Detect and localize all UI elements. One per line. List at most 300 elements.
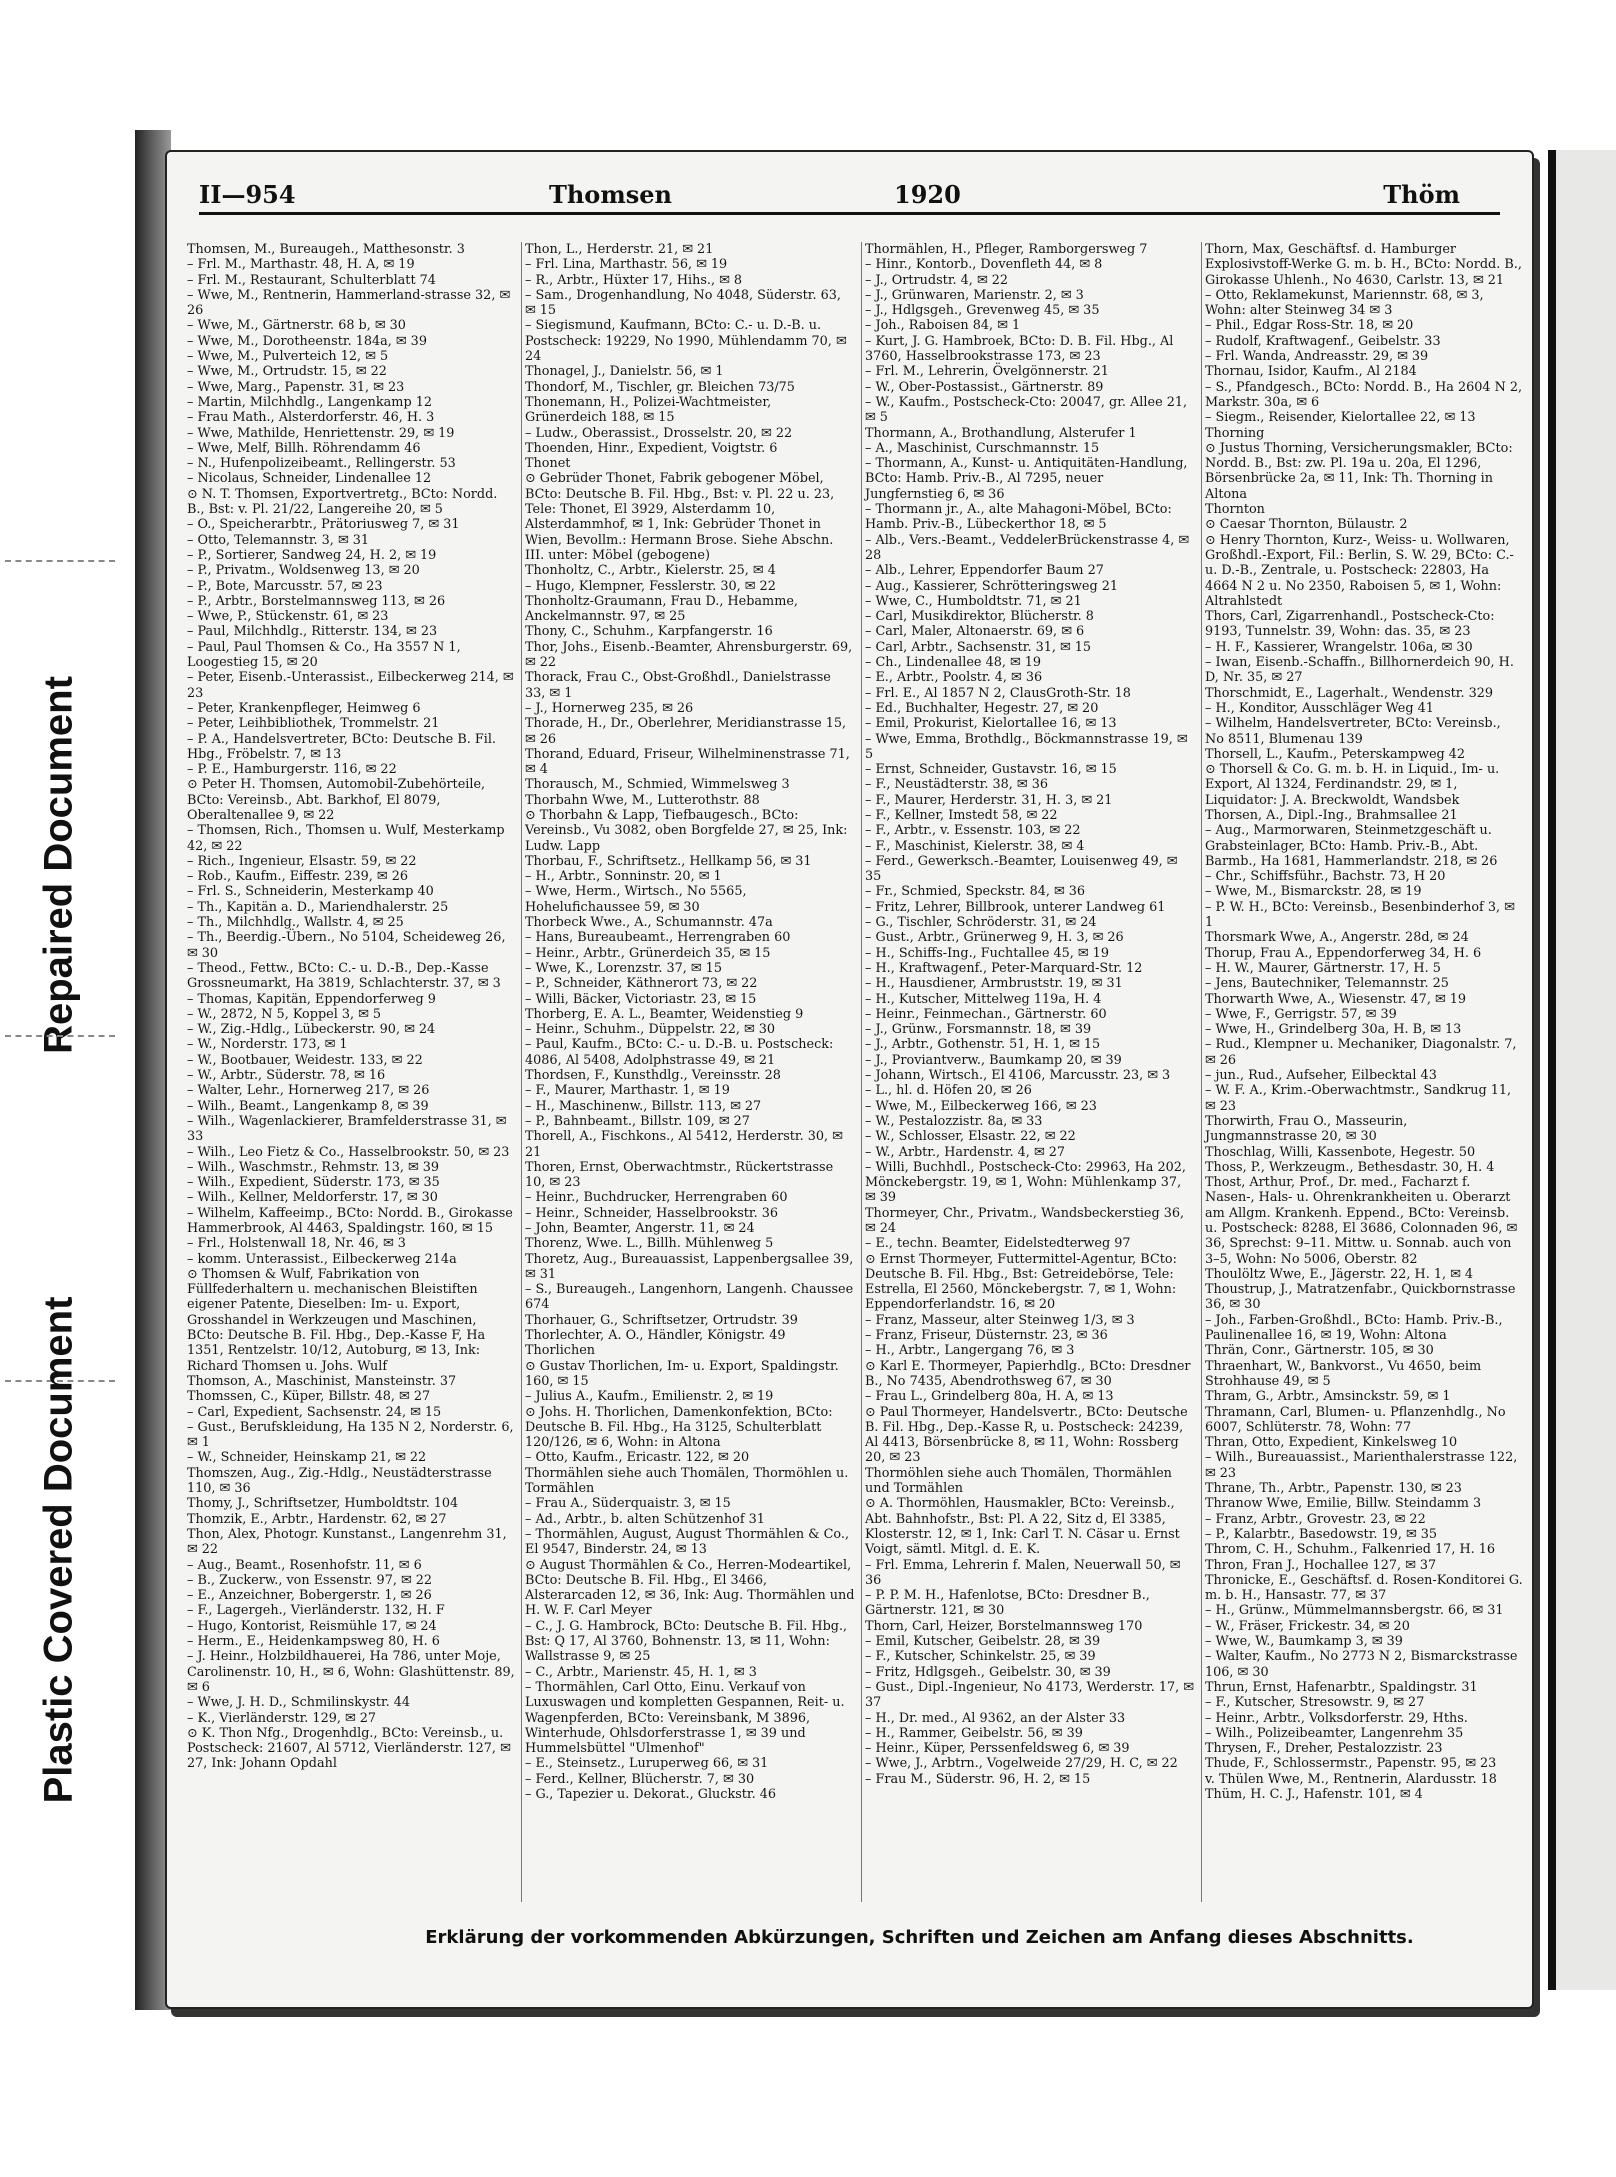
directory-entry: ⊙ Thorsell & Co. G. m. b. H. in Liquid., Im- u. Export, Al 1324, Ferdinandstr. 29, ✉ 1, Liquidator: J. A. Breckwoldt, Wandsbek xyxy=(1205,762,1504,808)
directory-entry: – Wwe, M., Rentnerin, Hammerland-strasse 32, ✉ 26 xyxy=(187,287,515,319)
directory-entry: – Hans, Bureaubeamt., Herrengraben 60 xyxy=(525,930,791,946)
directory-entry: Thranow Wwe, Emilie, Billw. Steindamm 3 xyxy=(1205,1496,1482,1512)
directory-entry: – Willi, Bäcker, Victoriastr. 23, ✉ 15 xyxy=(525,991,757,1007)
directory-entry: – H., Kraftwagenf., Peter-Marquard-Str. 12 xyxy=(865,960,1143,976)
directory-entry: – Wilhelm, Handelsvertreter, BCto: Vereinsb., No 8511, Blumenau 139 xyxy=(1205,716,1505,747)
directory-entry: – W., Pestalozzistr. 8a, ✉ 33 xyxy=(865,1113,1043,1129)
directory-entry: – P. E., Hamburgerstr. 116, ✉ 22 xyxy=(187,762,397,778)
directory-entry: ⊙ Justus Thorning, Versicherungsmakler, BCto: Nordd. B., Bst: zw. Pl. 19a u. 20a, El 1296, Börsenbrücke 2a, ✉ 11, Ink: Th. Thorning in Altona xyxy=(1205,440,1517,502)
directory-entry: – F., Maschinist, Kielerstr. 38, ✉ 4 xyxy=(865,838,1085,854)
directory-entry: – Rudolf, Kraftwagenf., Geibelstr. 33 xyxy=(1205,333,1441,349)
directory-entry: – Th., Kapitän a. D., Mariendhalerstr. 25 xyxy=(187,899,449,915)
directory-entry: Thorell, A., Fischkons., Al 5412, Herderstr. 30, ✉ 21 xyxy=(525,1129,847,1160)
directory-entry: – F., Kellner, Imstedt 58, ✉ 22 xyxy=(865,807,1058,823)
directory-entry: – Thomas, Kapitän, Eppendorferweg 9 xyxy=(187,991,436,1007)
directory-entry: – Heinr., Arbtr., Volksdorferstr. 29, Hths. xyxy=(1205,1710,1468,1726)
directory-entry: – Frau Math., Alsterdorferstr. 46, H. 3 xyxy=(187,410,435,426)
directory-entry: Thorade, H., Dr., Oberlehrer, Meridianstrasse 15, ✉ 26 xyxy=(525,716,851,747)
directory-entry: Thorausch, M., Schmied, Wimmelsweg 3 xyxy=(525,777,790,793)
directory-entry: Thoustrup, J., Matratzenfabr., Quickbornstrasse 36, ✉ 30 xyxy=(1205,1282,1520,1313)
directory-entry: ⊙ Caesar Thornton, Bülaustr. 2 xyxy=(1205,517,1408,533)
directory-entry: – Gust., Berufskleidung, Ha 135 N 2, Norderstr. 6, ✉ 1 xyxy=(187,1419,518,1451)
directory-entry: ⊙ Gustav Thorlichen, Im- u. Export, Spaldingstr. 160, ✉ 15 xyxy=(525,1358,843,1389)
directory-entry: – P., Schneider, Käthnerort 73, ✉ 22 xyxy=(525,976,758,992)
directory-entry: ⊙ Karl E. Thormeyer, Papierhdlg., BCto: Dresdner B., No 7435, Abendrothsweg 67, ✉ 30 xyxy=(865,1358,1195,1389)
column-divider xyxy=(521,242,522,1902)
directory-entry: Thoretz, Aug., Bureauassist, Lappenbergsallee 39, ✉ 31 xyxy=(525,1251,858,1282)
directory-entry: – Wwe, Emma, Brothdlg., Böckmannstrasse 19, ✉ 5 xyxy=(865,731,1192,762)
directory-entry: – Otto, Kaufm., Ericastr. 122, ✉ 20 xyxy=(525,1450,750,1466)
directory-entry: – Alb., Vers.-Beamt., VeddelerBrückenstrasse 4, ✉ 28 xyxy=(865,532,1194,563)
directory-entry: v. Thülen Wwe, M., Rentnerin, Alardusstr. 18 xyxy=(1205,1771,1497,1787)
directory-entry: – J., Ortrudstr. 4, ✉ 22 xyxy=(865,272,1009,288)
directory-entry: – Johann, Wirtsch., El 4106, Marcusstr. 23, ✉ 3 xyxy=(865,1068,1171,1084)
directory-entry: Thon, L., Herderstr. 21, ✉ 21 xyxy=(525,242,714,257)
directory-entry: Thorbeck Wwe., A., Schumannstr. 47a xyxy=(525,915,773,931)
directory-entry: Thramann, Carl, Blumen- u. Pflanzenhdlg., No 6007, Schlüterstr. 78, Wohn: 77 xyxy=(1205,1404,1510,1435)
directory-entry: – J., Hornerweg 235, ✉ 26 xyxy=(525,700,694,716)
directory-entry: – W., Ober-Postassist., Gärtnerstr. 89 xyxy=(865,379,1104,395)
directory-entry: – H., Kutscher, Mittelweg 119a, H. 4 xyxy=(865,991,1102,1007)
directory-entry: – H., Grünw., Mümmelmannsbergstr. 66, ✉ 31 xyxy=(1205,1603,1504,1619)
directory-entry: Thrän, Conr., Gärtnerstr. 105, ✉ 30 xyxy=(1205,1343,1434,1359)
directory-entry: – Chr., Schiffsführ., Bachstr. 73, H 20 xyxy=(1205,869,1446,885)
directory-entry: – Frl. S., Schneiderin, Mesterkamp 40 xyxy=(187,884,434,900)
directory-entry: – P. P. M. H., Hafenlotse, BCto: Dresdner B., Gärtnerstr. 121, ✉ 30 xyxy=(865,1588,1154,1619)
directory-entry: – Wwe, W., Baumkamp 3, ✉ 39 xyxy=(1205,1634,1403,1650)
directory-entry: – H., Schiffs-Ing., Fuchtallee 45, ✉ 19 xyxy=(865,945,1109,961)
directory-entry: ⊙ K. Thon Nfg., Drogenhdlg., BCto: Vereinsb., u. Postscheck: 21607, Al 5712, Vierländerstr. 127, ✉ 27, Ink: Johann Opdahl xyxy=(187,1725,515,1772)
directory-entry: – S., Bureaugeh., Langenhorn, Langenh. Chaussee 674 xyxy=(525,1282,858,1313)
directory-entry: – F., Kutscher, Schinkelstr. 25, ✉ 39 xyxy=(865,1649,1096,1665)
directory-entry: – Th., Milchhdlg., Wallstr. 4, ✉ 25 xyxy=(187,915,404,931)
directory-entry: – G., Tapezier u. Dekorat., Gluckstr. 46 xyxy=(525,1786,777,1802)
directory-entry: Thrysen, F., Dreher, Pestalozzistr. 23 xyxy=(1205,1741,1443,1757)
directory-entry: Thorsell, L., Kaufm., Peterskampweg 42 xyxy=(1205,746,1466,762)
directory-entry: – Theod., Fettw., BCto: C.- u. D.-B., Dep.-Kasse Grossneumarkt, Ha 3819, Schlachterstr. 37, ✉ 3 xyxy=(187,960,501,992)
directory-entry: – P. W. H., BCto: Vereinsb., Besenbinderhof 3, ✉ 1 xyxy=(1205,899,1519,931)
column-3 xyxy=(865,242,1199,1902)
directory-entry: – Jens, Bautechniker, Telemannstr. 25 xyxy=(1205,976,1449,992)
directory-entry: Thorack, Frau C., Obst-Großhdl., Danielstrasse 33, ✉ 1 xyxy=(525,670,835,701)
directory-entry: – Paul, Paul Thomsen & Co., Ha 3557 N 1, Loogestieg 15, ✉ 20 xyxy=(187,639,465,671)
directory-entry: ⊙ Thomsen & Wulf, Fabrikation von Füllfederhaltern u. mechanischen Bleistiften eigener Patente, Dieselben: Im- u. Export, Grosshandel in Werkzeugen und Maschinen, BCto: Deutsche B. Fil. Hbg., Dep.-Kasse F, Ha 1351, Rentzelstr. 10/12, Autoburg, ✉ 13, Ink: Richard Thomsen u. Johs. Wulf xyxy=(187,1266,490,1374)
directory-entry: – Iwan, Eisenb.-Schaffn., Billhornerdeich 90, H. D, Nr. 35, ✉ 27 xyxy=(1205,655,1518,686)
directory-entry: – Joh., Farben-Großhdl., BCto: Hamb. Priv.-B., Paulinenallee 16, ✉ 19, Wohn: Altona xyxy=(1205,1312,1507,1344)
directory-entry: – L., hl. d. Höfen 20, ✉ 26 xyxy=(865,1083,1032,1099)
directory-entry: Thornau, Isidor, Kaufm., Al 2184 xyxy=(1205,364,1417,380)
directory-entry: – E., Anzeichner, Bobergerstr. 1, ✉ 26 xyxy=(187,1588,432,1604)
directory-entry: – F., Maurer, Marthastr. 1, ✉ 19 xyxy=(525,1083,730,1099)
directory-entry: – P., Bote, Marcusstr. 57, ✉ 23 xyxy=(187,578,383,594)
directory-entry: – Wwe, Melf, Billh. Röhrendamm 46 xyxy=(187,440,421,456)
directory-entry: – Herm., E., Heidenkampsweg 80, H. 6 xyxy=(187,1634,440,1650)
directory-columns xyxy=(187,242,1527,1902)
directory-entry: – Thormählen, Carl Otto, Einu. Verkauf von Luxuswagen und kompletten Gespannen, Reit- u. Wagenpferden, BCto: Vereinsbank, M 3896, Winterhude, Ohlsdorferstrasse 1, ✉ 39 und Hummelsbüttel "Ulmenhof" xyxy=(525,1679,849,1757)
directory-entry: – F., Maurer, Herderstr. 31, H. 3, ✉ 21 xyxy=(865,792,1113,808)
directory-page xyxy=(165,150,1534,2009)
column-2 xyxy=(525,242,859,1902)
directory-entry: – Martin, Milchhdlg., Langenkamp 12 xyxy=(187,394,432,410)
directory-entry: – Joh., Raboisen 84, ✉ 1 xyxy=(865,318,1021,334)
directory-entry: – J., Hdlgsgeh., Grevenweg 45, ✉ 35 xyxy=(865,303,1100,319)
directory-entry: Thoulöltz Wwe, E., Jägerstr. 22, H. 1, ✉ 4 xyxy=(1205,1266,1474,1282)
directory-entry: – Wwe, M., Dorotheenstr. 184a, ✉ 39 xyxy=(187,333,427,349)
directory-entry: – Gust., Dipl.-Ingenieur, No 4173, Werderstr. 17, ✉ 37 xyxy=(865,1679,1199,1711)
directory-entry: – John, Beamter, Angerstr. 11, ✉ 24 xyxy=(525,1221,755,1236)
directory-entry: Thondorf, M., Tischler, gr. Bleichen 73/75 xyxy=(525,379,795,395)
directory-entry: – Frl. M., Restaurant, Schulterblatt 74 xyxy=(187,272,436,288)
directory-entry: – Wwe, J. H. D., Schmilinskystr. 44 xyxy=(187,1695,411,1711)
directory-entry: – komm. Unterassist., Eilbeckerweg 214a xyxy=(187,1251,457,1267)
directory-entry: ⊙ Gebrüder Thonet, Fabrik gebogener Möbel, BCto: Deutsche B. Fil. Hbg., Bst: v. Pl. 22 u. 23, Tele: Thonet, El 3929, Alsterdamm 10, Alsterdammhof, ✉ 1, Ink: Gebrüder Thonet in Wien, Bevollm.: Hermann Brose. Siehe Abschn. III. unter: Möbel (gebogene) xyxy=(525,471,839,563)
directory-entry: – Wwe, Marg., Papenstr. 31, ✉ 23 xyxy=(187,379,405,395)
plastic-covered-document-label: Plastic Covered Document xyxy=(36,1296,81,1804)
directory-entry: – Wilh., Expedient, Süderstr. 173, ✉ 35 xyxy=(187,1175,440,1191)
directory-entry: Thorup, Frau A., Eppendorferweg 34, H. 6 xyxy=(1205,945,1482,961)
directory-entry: – W., Schlosser, Elsastr. 22, ✉ 22 xyxy=(865,1129,1076,1145)
directory-entry: Thony, C., Schuhm., Karpfangerstr. 16 xyxy=(525,624,773,640)
directory-entry: – Wwe, F., Gerrigstr. 57, ✉ 39 xyxy=(1205,1006,1397,1022)
directory-entry: – Wwe, M., Gärtnerstr. 68 b, ✉ 30 xyxy=(187,318,406,334)
directory-entry: – Wwe, M., Ortrudstr. 15, ✉ 22 xyxy=(187,364,387,380)
directory-entry: – H., Dr. med., Al 9362, an der Alster 33 xyxy=(865,1710,1126,1726)
directory-entry: Thron, Fran J., Hochallee 127, ✉ 37 xyxy=(1205,1557,1437,1573)
directory-entry: – H., Hausdiener, Armbruststr. 19, ✉ 31 xyxy=(865,976,1123,992)
directory-entry: Thornton xyxy=(1205,502,1265,518)
directory-entry: – Gust., Arbtr., Grünerweg 9, H. 3, ✉ 26 xyxy=(865,930,1124,946)
directory-entry: – W., Fräser, Frickestr. 34, ✉ 20 xyxy=(1205,1618,1410,1634)
directory-entry: ⊙ Peter H. Thomsen, Automobil-Zubehörteile, BCto: Vereinsb., Abt. Barkhof, El 8079, Oberaltenallee 9, ✉ 22 xyxy=(187,777,490,823)
directory-entry: – Peter, Leihbibliothek, Trommelstr. 21 xyxy=(187,716,440,732)
directory-entry: – Frau M., Süderstr. 96, H. 2, ✉ 15 xyxy=(865,1771,1091,1787)
directory-entry: – H. F., Kassierer, Wrangelstr. 106a, ✉ 30 xyxy=(1205,639,1473,655)
directory-entry: – Rob., Kaufm., Eiffestr. 239, ✉ 26 xyxy=(187,869,408,885)
directory-entry: – A., Maschinist, Curschmannstr. 15 xyxy=(865,440,1100,456)
directory-entry: – Ad., Arbtr., b. alten Schützenhof 31 xyxy=(525,1511,765,1527)
column-divider xyxy=(1201,242,1202,1902)
directory-entry: – W., 2872, N 5, Koppel 3, ✉ 5 xyxy=(187,1006,382,1022)
directory-entry: – E., techn. Beamter, Eidelstedterweg 97 xyxy=(865,1236,1131,1252)
directory-entry: – H., Maschinenw., Billstr. 113, ✉ 27 xyxy=(525,1098,762,1114)
directory-entry: – F., Neustädterstr. 38, ✉ 36 xyxy=(865,777,1048,793)
column-divider xyxy=(861,242,862,1902)
directory-entry: – Frau A., Süderquaistr. 3, ✉ 15 xyxy=(525,1496,731,1512)
directory-entry: – Rich., Ingenieur, Elsastr. 59, ✉ 22 xyxy=(187,853,417,869)
directory-entry: – H., Arbtr., Sonninstr. 20, ✉ 1 xyxy=(525,869,722,885)
directory-entry: – Wwe, Mathilde, Henriettenstr. 29, ✉ 19 xyxy=(187,425,455,441)
directory-entry: Thrane, Th., Arbtr., Papenstr. 130, ✉ 23 xyxy=(1205,1481,1462,1497)
directory-entry: – S., Pfandgesch., BCto: Nordd. B., Ha 2604 N 2, Markstr. 30a, ✉ 6 xyxy=(1205,379,1527,410)
directory-entry: ⊙ N. T. Thomsen, Exportvertretg., BCto: Nordd. B., Bst: v. Pl. 21/22, Langereihe 20, ✉ 5 xyxy=(187,486,502,518)
directory-entry: – J., Grünw., Forsmannstr. 18, ✉ 39 xyxy=(865,1022,1092,1038)
directory-entry: – W., Bootbauer, Weidestr. 133, ✉ 22 xyxy=(187,1052,423,1068)
directory-entry: – Carl, Musikdirektor, Blücherstr. 8 xyxy=(865,609,1094,625)
page-number: II—954 xyxy=(199,180,296,209)
directory-entry: – Ferd., Kellner, Blücherstr. 7, ✉ 30 xyxy=(525,1771,755,1787)
directory-entry: – J. Heinr., Holzbildhauerei, Ha 786, unter Moje, Carolinenstr. 10, H., ✉ 6, Wohn: Glashüttenstr. 89, ✉ 6 xyxy=(187,1649,519,1695)
directory-entry: – Frl. Emma, Lehrerin f. Malen, Neuerwall 50, ✉ 36 xyxy=(865,1557,1185,1588)
directory-entry: – Frl. Wanda, Andreasstr. 29, ✉ 39 xyxy=(1205,349,1429,365)
directory-entry: – Wwe, H., Grindelberg 30a, H. B, ✉ 13 xyxy=(1205,1022,1462,1038)
directory-entry: – Wilhelm, Kaffeeimp., BCto: Nordd. B., Girokasse Hammerbrook, Al 4463, Spaldingstr. 160, ✉ 15 xyxy=(187,1205,517,1236)
directory-entry: – Wwe, P., Stückenstr. 61, ✉ 23 xyxy=(187,609,389,625)
directory-entry: – Walter, Kaufm., No 2773 N 2, Bismarckstrasse 106, ✉ 30 xyxy=(1205,1649,1522,1680)
directory-entry: – Wwe, M., Pulverteich 12, ✉ 5 xyxy=(187,349,389,365)
directory-entry: – P., Kalarbtr., Basedowstr. 19, ✉ 35 xyxy=(1205,1526,1438,1542)
directory-entry: Thormählen, H., Pfleger, Ramborgersweg 7 xyxy=(865,242,1148,257)
directory-entry: – Aug., Marmorwaren, Steinmetzgeschäft u. Grabsteinlager, BCto: Hamb. Priv.-B., Abt. Barmb., Ha 1681, Hammerlandstr. 218, ✉ 26 xyxy=(1205,823,1498,869)
directory-entry: – jun., Rud., Aufseher, Eilbecktal 43 xyxy=(1205,1068,1437,1084)
directory-entry: Thorbahn Wwe, M., Lutterothstr. 88 xyxy=(525,792,760,808)
directory-entry: Thorwarth Wwe, A., Wiesenstr. 47, ✉ 19 xyxy=(1205,991,1467,1007)
adjacent-page-edge xyxy=(1548,150,1616,1990)
directory-entry: – J., Proviantverw., Baumkamp 20, ✉ 39 xyxy=(865,1052,1122,1068)
directory-entry: – Franz, Friseur, Düsternstr. 23, ✉ 36 xyxy=(865,1328,1108,1344)
directory-entry: – Heinr., Arbtr., Grünerdeich 35, ✉ 15 xyxy=(525,945,771,961)
directory-entry: Thordsen, F., Kunsthdlg., Vereinsstr. 28 xyxy=(525,1068,781,1084)
directory-entry: Thomszen, Aug., Zig.-Hdlg., Neustädterstrasse 110, ✉ 36 xyxy=(187,1465,496,1497)
directory-entry: – W., Arbtr., Süderstr. 78, ✉ 16 xyxy=(187,1068,386,1084)
directory-entry: – Alb., Lehrer, Eppendorfer Baum 27 xyxy=(865,563,1104,579)
directory-entry: – Wwe, K., Lorenzstr. 37, ✉ 15 xyxy=(525,960,722,976)
directory-entry: – P., Arbtr., Borstelmannsweg 113, ✉ 26 xyxy=(187,593,446,609)
repaired-document-label: Repaired Document xyxy=(36,676,81,1054)
directory-entry: – F., Lagergeh., Vierländerstr. 132, H. F xyxy=(187,1603,445,1619)
directory-entry: – Frl., Holstenwall 18, Nr. 46, ✉ 3 xyxy=(187,1236,406,1252)
directory-entry: – Nicolaus, Schneider, Lindenallee 12 xyxy=(187,471,432,487)
directory-entry: – N., Hufenpolizeibeamt., Rellingerstr. 53 xyxy=(187,456,456,472)
divider-dashed xyxy=(5,560,115,562)
directory-entry: – J., Grünwaren, Marienstr. 2, ✉ 3 xyxy=(865,287,1084,303)
directory-entry: – Heinr., Feinmechan., Gärtnerstr. 60 xyxy=(865,1006,1107,1022)
directory-entry: – Fritz, Hdlgsgeh., Geibelstr. 30, ✉ 39 xyxy=(865,1664,1111,1680)
directory-entry: – Aug., Kassierer, Schrötteringsweg 21 xyxy=(865,578,1119,594)
directory-entry: ⊙ August Thormählen & Co., Herren-Modeartikel, BCto: Deutsche B. Fil. Hbg., El 3466, Alsterarcaden 12, ✉ 36, Ink: Aug. Thormählen und H. W. F. Carl Meyer xyxy=(525,1557,859,1619)
directory-entry: – Emil, Kutscher, Geibelstr. 28, ✉ 39 xyxy=(865,1634,1101,1650)
directory-entry: – H., Konditor, Ausschläger Weg 41 xyxy=(1205,700,1434,716)
directory-entry: Thorberg, E. A. L., Beamter, Weidenstieg 9 xyxy=(525,1006,804,1022)
directory-entry: – Ch., Lindenallee 48, ✉ 19 xyxy=(865,655,1042,671)
directory-entry: – F., Arbtr., v. Essenstr. 103, ✉ 22 xyxy=(865,823,1081,839)
directory-entry: – Carl, Maler, Altonaerstr. 69, ✉ 6 xyxy=(865,624,1085,640)
directory-entry: – Paul, Kaufm., BCto: C.- u. D.-B. u. Postscheck: 4086, Al 5408, Adolphstrasse 49, ✉ 21 xyxy=(525,1037,838,1068)
directory-entry: – E., Steinsetz., Luruperweg 66, ✉ 31 xyxy=(525,1756,769,1772)
directory-entry: – Heinr., Buchdrucker, Herrengraben 60 xyxy=(525,1190,788,1206)
directory-entry: – Frl. M., Lehrerin, Övelgönnerstr. 21 xyxy=(865,364,1109,380)
directory-entry: – Ferd., Gewerksch.-Beamter, Louisenweg 49, ✉ 35 xyxy=(865,853,1182,885)
directory-entry: – E., Arbtr., Poolstr. 4, ✉ 36 xyxy=(865,670,1043,686)
directory-entry: ⊙ A. Thormöhlen, Hausmakler, BCto: Vereinsb., Abt. Bahnhofstr., Bst: Pl. A 22, Sitz d, El 3385, Klosterstr. 12, ✉ 1, Ink: Carl T. N. Cäsar u. Ernst Voigt, sämtl. Mitgl. d. E. K. xyxy=(865,1496,1184,1558)
directory-entry: – Willi, Buchhdl., Postscheck-Cto: 29963, Ha 202, Mönckebergstr. 19, ✉ 1, Wohn: Mühlenkamp 37, ✉ 39 xyxy=(865,1159,1191,1206)
directory-entry: – R., Arbtr., Hüxter 17, Hihs., ✉ 8 xyxy=(525,272,743,288)
directory-entry: – W., Zig.-Hdlg., Lübeckerstr. 90, ✉ 24 xyxy=(187,1022,436,1038)
directory-entry: – Wilh., Polizeibeamter, Langenrehm 35 xyxy=(1205,1725,1464,1741)
column-4 xyxy=(1205,242,1527,1902)
directory-entry: Thorand, Eduard, Friseur, Wilhelminenstrasse 71, ✉ 4 xyxy=(525,746,854,778)
directory-entry: Thonagel, J., Danielstr. 56, ✉ 1 xyxy=(525,364,724,380)
directory-entry: – P. A., Handelsvertreter, BCto: Deutsche B. Fil. Hbg., Fröbelstr. 7, ✉ 13 xyxy=(187,731,501,762)
directory-entry: – F., Kutscher, Stresowstr. 9, ✉ 27 xyxy=(1205,1695,1425,1711)
directory-entry: Thorbau, F., Schriftsetz., Hellkamp 56, ✉ 31 xyxy=(525,853,812,869)
directory-entry: – Thomsen, Rich., Thomsen u. Wulf, Mesterkamp 42, ✉ 22 xyxy=(187,823,509,854)
directory-entry: Thronicke, E., Geschäftsf. d. Rosen-Konditorei G. m. b. H., Hansastr. 77, ✉ 37 xyxy=(1205,1572,1527,1604)
directory-entry: – W., Schneider, Heinskamp 21, ✉ 22 xyxy=(187,1450,427,1466)
directory-entry: – Otto, Reklamekunst, Mariennstr. 68, ✉ 3, Wohn: alter Steinweg 34 ✉ 3 xyxy=(1205,287,1488,319)
directory-entry: – Wilh., Bureauassist., Marienthalerstrasse 122, ✉ 23 xyxy=(1205,1450,1522,1481)
running-head-name: Thomsen xyxy=(549,180,672,209)
directory-entry: – Carl, Arbtr., Sachsenstr. 31, ✉ 15 xyxy=(865,639,1092,655)
directory-entry: Thomy, J., Schriftsetzer, Humboldtstr. 104 xyxy=(187,1496,459,1512)
directory-entry: – Siegm., Reisender, Kielortallee 22, ✉ 13 xyxy=(1205,410,1476,426)
directory-entry: – Siegismund, Kaufmann, BCto: C.- u. D.-B. u. Postscheck: 19229, No 1990, Mühlendamm 70, ✉ 24 xyxy=(525,318,851,365)
directory-entry: Thorhauer, G., Schriftsetzer, Ortrudstr. 39 xyxy=(525,1312,798,1328)
directory-entry: – Wilh., Waschmstr., Rehmstr. 13, ✉ 39 xyxy=(187,1159,440,1175)
directory-entry: – H., Rammer, Geibelstr. 56, ✉ 39 xyxy=(865,1725,1083,1741)
directory-entry: Thors, Carl, Zigarrenhandl., Postscheck-Cto: 9193, Tunnelstr. 39, Wohn: das. 35, ✉ 23 xyxy=(1205,609,1499,640)
directory-entry: – Wwe, M., Bismarckstr. 28, ✉ 19 xyxy=(1205,884,1422,900)
directory-entry: – C., J. G. Hambrock, BCto: Deutsche B. Fil. Hbg., Bst: Q 17, Al 3760, Bohnenstr. 13, ✉ 11, Wohn: Wallstrasse 9, ✉ 25 xyxy=(525,1618,852,1665)
directory-entry: – Ed., Buchhalter, Hegestr. 27, ✉ 20 xyxy=(865,700,1099,716)
directory-entry: Thorn, Max, Geschäftsf. d. Hamburger Explosivstoff-Werke G. m. b. H., BCto: Nordd. B., Girokasse Uhlenh., No 4630, Carlstr. 13, ✉ 21 xyxy=(1205,242,1526,288)
directory-entry: Thorsen, A., Dipl.-Ing., Brahmsallee 21 xyxy=(1205,807,1458,823)
directory-entry: – B., Zuckerw., von Essenstr. 97, ✉ 22 xyxy=(187,1572,433,1588)
directory-entry: – Hinr., Kontorb., Dovenfleth 44, ✉ 8 xyxy=(865,257,1103,273)
directory-entry: – Franz, Arbtr., Grovestr. 23, ✉ 22 xyxy=(1205,1511,1426,1527)
directory-entry: Thomssen, C., Küper, Billstr. 48, ✉ 27 xyxy=(187,1389,431,1405)
directory-entry: Thon, Alex, Photogr. Kunstanst., Langenrehm 31, ✉ 22 xyxy=(187,1526,511,1558)
directory-entry: – C., Arbtr., Marienstr. 45, H. 1, ✉ 3 xyxy=(525,1664,757,1680)
directory-entry: – K., Vierländerstr. 129, ✉ 27 xyxy=(187,1710,377,1726)
directory-entry: – W., Kaufm., Postscheck-Cto: 20047, gr. Allee 21, ✉ 5 xyxy=(865,394,1192,426)
directory-entry: Thonholtz-Graumann, Frau D., Hebamme, Anckelmannstr. 97, ✉ 25 xyxy=(525,593,803,625)
directory-entry: – Frl. E., Al 1857 N 2, ClausGroth-Str. 18 xyxy=(865,685,1131,701)
directory-entry: ⊙ Johs. H. Thorlichen, Damenkonfektion, BCto: Deutsche B. Fil. Hbg., Ha 3125, Schulterblatt 120/126, ✉ 6, Wohn: in Altona xyxy=(525,1404,837,1451)
directory-entry: Thonholtz, C., Arbtr., Kielerstr. 25, ✉ 4 xyxy=(525,563,776,579)
directory-entry: Thost, Arthur, Prof., Dr. med., Facharzt f. Nasen-, Hals- u. Ohrenkrankheiten u. Oberarzt am Allgm. Krankenh. Eppend., BCto: Vereinsb. u. Postscheck: 8288, El 3686, Colonnaden 96, ✉ 36, Sprechst: 9–11. Mittw. u. Sonnab. auch von 3–5, Wohn: No 5006, Oberstr. 82 xyxy=(1205,1175,1522,1267)
directory-entry: – Heinr., Schuhm., Düppelstr. 22, ✉ 30 xyxy=(525,1022,776,1038)
directory-entry: – P., Bahnbeamt., Billstr. 109, ✉ 27 xyxy=(525,1113,750,1129)
directory-entry: – Otto, Telemannstr. 3, ✉ 31 xyxy=(187,532,370,548)
directory-entry: – Julius A., Kaufm., Emilienstr. 2, ✉ 19 xyxy=(525,1389,774,1405)
directory-entry: – Peter, Krankenpfleger, Heimweg 6 xyxy=(187,700,421,716)
directory-entry: Thorning xyxy=(1205,425,1265,441)
directory-entry: – Rud., Klempner u. Mechaniker, Diagonalstr. 7, ✉ 26 xyxy=(1205,1037,1521,1068)
directory-entry: Thoenden, Hinr., Expedient, Voigtstr. 6 xyxy=(525,440,778,456)
directory-entry: – Frau L., Grindelberg 80a, H. A, ✉ 13 xyxy=(865,1389,1114,1405)
directory-entry: – Wilh., Wagenlackierer, Bramfelderstrasse 31, ✉ 33 xyxy=(187,1113,511,1145)
directory-entry: – Wilh., Leo Fietz & Co., Hasselbrookstr. 50, ✉ 23 xyxy=(187,1144,510,1160)
page-year: 1920 xyxy=(894,180,961,209)
directory-entry: Thoschlag, Willi, Kassenbote, Hegestr. 50 xyxy=(1205,1144,1476,1160)
directory-entry: – Aug., Beamt., Rosenhofstr. 11, ✉ 6 xyxy=(187,1557,422,1573)
directory-entry: – Fr., Schmied, Speckstr. 84, ✉ 36 xyxy=(865,884,1086,900)
directory-entry: – G., Tischler, Schröderstr. 31, ✉ 24 xyxy=(865,915,1097,931)
directory-entry: Thormöhlen siehe auch Thomälen, Thormählen und Tormählen xyxy=(865,1465,1176,1497)
directory-entry: – Th., Beerdig.-Übern., No 5104, Scheideweg 26, ✉ 30 xyxy=(187,930,510,961)
directory-entry: – Paul, Milchhdlg., Ritterstr. 134, ✉ 23 xyxy=(187,624,438,640)
directory-entry: Thram, G., Arbtr., Amsinckstr. 59, ✉ 1 xyxy=(1205,1389,1451,1405)
directory-entry: – O., Speicherarbtr., Prätoriusweg 7, ✉ 31 xyxy=(187,517,460,533)
directory-entry: – Wilh., Kellner, Meldorferstr. 17, ✉ 30 xyxy=(187,1190,438,1206)
directory-entry: – Emil, Prokurist, Kielortallee 16, ✉ 13 xyxy=(865,716,1117,732)
directory-entry: ⊙ Thorbahn & Lapp, Tiefbaugesch., BCto: Vereinsb., Vu 3082, oben Borgfelde 27, ✉ 25, Ink: Ludw. Lapp xyxy=(525,807,852,854)
directory-entry: Thoren, Ernst, Oberwachtmstr., Rückertstrasse 10, ✉ 23 xyxy=(525,1159,838,1191)
directory-entry: Thomson, A., Maschinist, Mansteinstr. 37 xyxy=(187,1373,457,1389)
directory-entry: Thude, F., Schlossermstr., Papenstr. 95, ✉ 23 xyxy=(1205,1756,1497,1772)
directory-entry: Thonet xyxy=(525,456,571,472)
directory-entry: Thraenhart, W., Bankvorst., Vu 4650, beim Strohhause 49, ✉ 5 xyxy=(1205,1358,1486,1389)
directory-entry: Thorlichen xyxy=(525,1343,596,1359)
directory-entry: – Walter, Lehr., Hornerweg 217, ✉ 26 xyxy=(187,1083,430,1099)
directory-entry: – Peter, Eisenb.-Unterassist., Eilbeckerweg 214, ✉ 23 xyxy=(187,670,518,701)
directory-entry: Thorlechter, A. O., Händler, Königstr. 49 xyxy=(525,1328,786,1344)
directory-entry: – Frl. Lina, Marthastr. 56, ✉ 19 xyxy=(525,257,728,273)
directory-entry: Thorschmidt, E., Lagerhalt., Wendenstr. 329 xyxy=(1205,685,1494,701)
page-footer-note: Erklärung der vorkommenden Abkürzungen, Schriften und Zeichen am Anfang dieses Abschnitts. xyxy=(425,1927,1414,1948)
directory-entry: – Ernst, Schneider, Gustavstr. 16, ✉ 15 xyxy=(865,762,1117,778)
directory-entry: – Phil., Edgar Ross-Str. 18, ✉ 20 xyxy=(1205,318,1414,334)
directory-entry: ⊙ Ernst Thormeyer, Futtermittel-Agentur, BCto: Deutsche B. Fil. Hbg., Bst: Getreidebörse, Tele: Estrella, El 2560, Mönckebergstr. 7, ✉ 1, Wohn: Eppendorferlandstr. 16, ✉ 20 xyxy=(865,1251,1181,1313)
directory-entry: – Sam., Drogenhandlung, No 4048, Süderstr. 63, ✉ 15 xyxy=(525,287,846,319)
directory-entry: – W., Arbtr., Hardenstr. 4, ✉ 27 xyxy=(865,1144,1066,1160)
directory-entry: – Hugo, Klempner, Fesslerstr. 30, ✉ 22 xyxy=(525,578,776,594)
directory-entry: – Thormann jr., A., alte Mahagoni-Möbel, BCto: Hamb. Priv.-B., Lübeckerthor 18, ✉ 5 xyxy=(865,502,1176,533)
directory-entry: – Wilh., Beamt., Langenkamp 8, ✉ 39 xyxy=(187,1098,429,1114)
side-label-panel xyxy=(0,0,118,2177)
directory-entry: – Frl. M., Marthastr. 48, H. A, ✉ 19 xyxy=(187,257,415,273)
directory-entry: Thorsmark Wwe, A., Angerstr. 28d, ✉ 24 xyxy=(1205,930,1469,946)
column-1 xyxy=(187,242,517,1902)
directory-entry: – Wwe, J., Arbtrn., Vogelweide 27/29, H. C, ✉ 22 xyxy=(865,1756,1178,1772)
directory-entry: Thomzik, E., Arbtr., Hardenstr. 62, ✉ 27 xyxy=(187,1511,447,1527)
directory-entry: ⊙ Henry Thornton, Kurz-, Weiss- u. Wollwaren, Großhdl.-Export, Fil.: Berlin, S. W. 29, BCto: C.- u. D.-B., Zentrale, u. Postscheck: 22803, Ha 4664 N 2 u. No 2350, Raboisen 5, ✉ 1, Wohn: Altrahlstedt xyxy=(1205,532,1518,609)
directory-entry: – Hugo, Kontorist, Reismühle 17, ✉ 24 xyxy=(187,1618,437,1634)
directory-entry: – Heinr., Küper, Perssenfeldsweg 6, ✉ 39 xyxy=(865,1741,1130,1757)
directory-entry: – Ludw., Oberassist., Drosselstr. 20, ✉ 22 xyxy=(525,425,793,441)
directory-entry: – Wwe, M., Eilbeckerweg 166, ✉ 23 xyxy=(865,1098,1097,1114)
directory-entry: – Carl, Expedient, Sachsenstr. 24, ✉ 15 xyxy=(187,1404,442,1420)
directory-entry: Throm, C. H., Schuhm., Falkenried 17, H. 16 xyxy=(1205,1542,1496,1558)
directory-entry: – P., Privatm., Woldsenweg 13, ✉ 20 xyxy=(187,563,420,579)
directory-entry: – Heinr., Schneider, Hasselbrookstr. 36 xyxy=(525,1205,779,1221)
directory-entry: ⊙ Paul Thormeyer, Handelsvertr., BCto: Deutsche B. Fil. Hbg., Dep.-Kasse R, u. Postscheck: 24239, Al 4413, Börsenbrücke 8, ✉ 11, Wohn: Rossberg 20, ✉ 23 xyxy=(865,1404,1192,1466)
directory-entry: – Thormann, A., Kunst- u. Antiquitäten-Handlung, BCto: Hamb. Priv.-B., Al 7295, neuer Jungfernstieg 6, ✉ 36 xyxy=(865,456,1192,502)
directory-entry: – J., Arbtr., Gothenstr. 51, H. 1, ✉ 15 xyxy=(865,1037,1101,1053)
directory-entry: Thrun, Ernst, Hafenarbtr., Spaldingstr. 31 xyxy=(1205,1679,1478,1695)
directory-entry: – Thormählen, August, August Thormählen & Co., El 9547, Binderstr. 24, ✉ 13 xyxy=(525,1526,854,1558)
directory-entry: – Wwe, C., Humboldtstr. 71, ✉ 21 xyxy=(865,593,1082,609)
directory-entry: Thorn, Carl, Heizer, Borstelmannsweg 170 xyxy=(865,1618,1143,1634)
directory-entry: – H. W., Maurer, Gärtnerstr. 17, H. 5 xyxy=(1205,960,1441,976)
directory-entry: Thor, Johs., Eisenb.-Beamter, Ahrensburgerstr. 69, ✉ 22 xyxy=(525,639,857,671)
page-header xyxy=(199,180,1500,215)
directory-entry: Thorwirth, Frau O., Masseurin, Jungmannstrasse 20, ✉ 30 xyxy=(1205,1113,1412,1145)
directory-entry: – Wwe, Herm., Wirtsch., No 5565, Hohelufichaussee 59, ✉ 30 xyxy=(525,884,751,915)
directory-entry: Thonemann, H., Polizei-Wachtmeister, Grünerdeich 188, ✉ 15 xyxy=(525,394,776,426)
directory-entry: Thormählen siehe auch Thomälen, Thormöhlen u. Tormählen xyxy=(525,1465,853,1497)
directory-entry: – Franz, Masseur, alter Steinweg 1/3, ✉ 3 xyxy=(865,1312,1135,1328)
directory-entry: – W. F. A., Krim.-Oberwachtmstr., Sandkrug 11, ✉ 23 xyxy=(1205,1083,1516,1114)
running-head-right: Thöm xyxy=(1383,180,1460,209)
directory-entry: – H., Arbtr., Langergang 76, ✉ 3 xyxy=(865,1343,1075,1359)
directory-entry: Thüm, H. C. J., Hafenstr. 101, ✉ 4 xyxy=(1205,1786,1423,1802)
directory-entry: Thomsen, M., Bureaugeh., Matthesonstr. 3 xyxy=(187,242,465,257)
directory-entry: Thorenz, Wwe. L., Billh. Mühlenweg 5 xyxy=(525,1236,774,1252)
directory-entry: – W., Norderstr. 173, ✉ 1 xyxy=(187,1037,348,1053)
directory-entry: – P., Sortierer, Sandweg 24, H. 2, ✉ 19 xyxy=(187,547,437,563)
directory-entry: Thormeyer, Chr., Privatm., Wandsbeckerstieg 36, ✉ 24 xyxy=(865,1205,1189,1236)
